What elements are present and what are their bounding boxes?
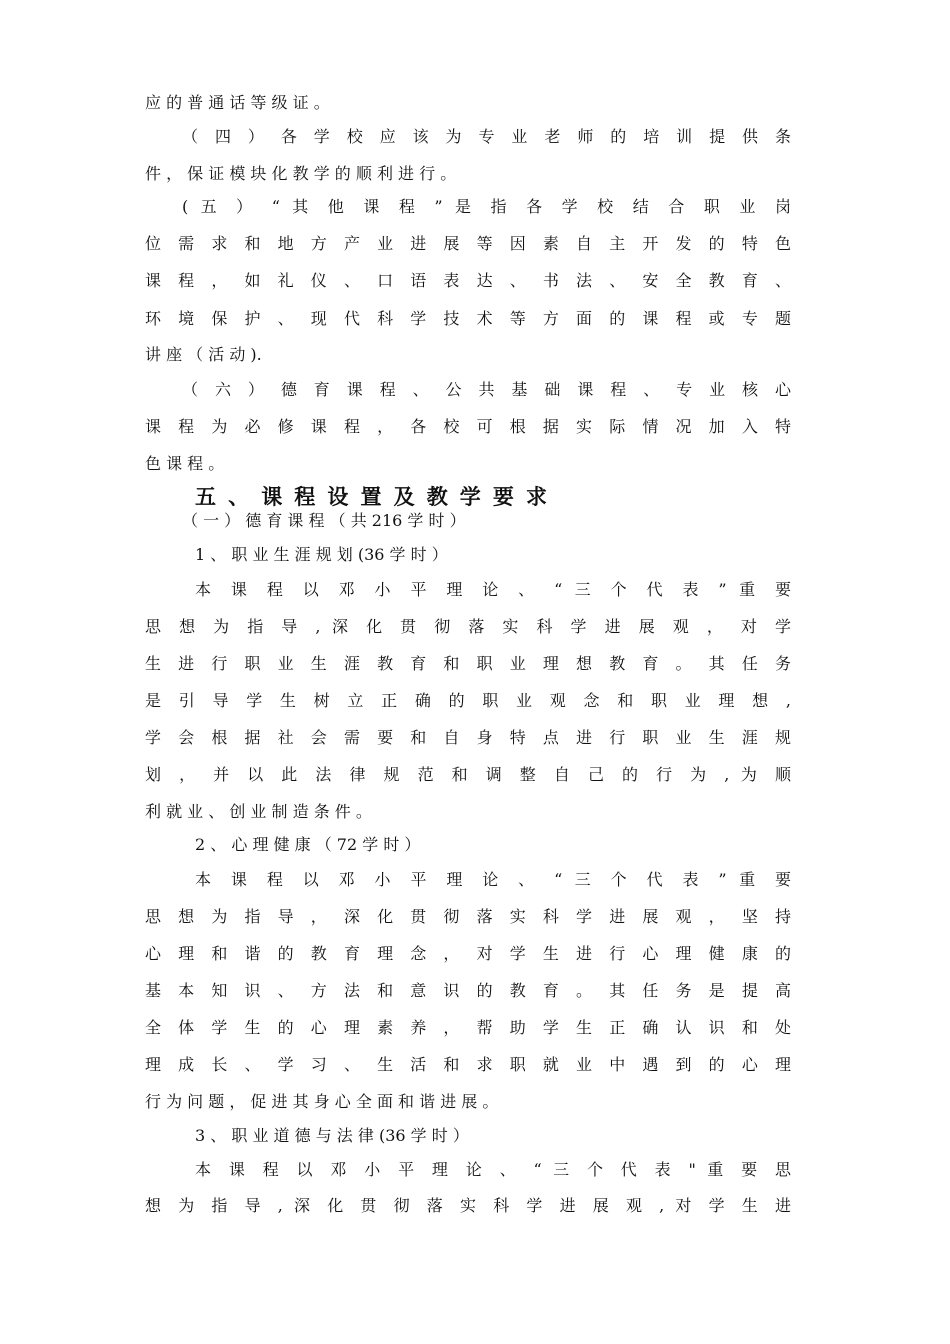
section-heading: 五 、 课 程 设 置 及 教 学 要 求 <box>195 485 547 509</box>
text-line: 课 程 为 必 修 课 程 ， 各 校 可 根 据 实 际 情 况 加 入 特 <box>145 417 791 436</box>
text-line: 划 ， 并 以 此 法 律 规 范 和 调 整 自 己 的 行 为 , 为 顺 <box>145 765 791 784</box>
text-line: 位 需 求 和 地 方 产 业 进 展 等 因 素 自 主 开 发 的 特 色 <box>145 234 791 253</box>
text-line: 本 课 程 以 邓 小 平 理 论 、 “ 三 个 代 表 ” 重 要 <box>195 580 791 599</box>
text-line: 本 课 程 以 邓 小 平 理 论 、 “ 三 个 代 表 " 重 要 思 <box>195 1160 791 1179</box>
course-heading: 2 、 心 理 健 康 （ 72 学 时 ） <box>195 835 421 854</box>
text-line: 行 为 问 题 ， 促 进 其 身 心 全 面 和 谐 进 展 。 <box>145 1092 499 1111</box>
text-line: 理 成 长 、 学 习 、 生 活 和 求 职 就 业 中 遇 到 的 心 理 <box>145 1055 791 1074</box>
subsection-heading: （ 一 ） 德 育 课 程 （ 共 216 学 时 ） <box>182 511 466 530</box>
course-heading: 1 、 职 业 生 涯 规 划 (36 学 时 ） <box>195 545 448 564</box>
text-line: 基 本 知 识 、 方 法 和 意 识 的 教 育 。 其 任 务 是 提 高 <box>145 981 791 1000</box>
text-line: 想 为 指 导 , 深 化 贯 彻 落 实 科 学 进 展 观 , 对 学 生 进 <box>145 1196 791 1215</box>
text-line: 心 理 和 谐 的 教 育 理 念 ， 对 学 生 进 行 心 理 健 康 的 <box>145 944 791 963</box>
text-line: 全 体 学 生 的 心 理 素 养 ， 帮 助 学 生 正 确 认 识 和 处 <box>145 1018 791 1037</box>
course-heading: 3 、 职 业 道 德 与 法 律 (36 学 时 ） <box>195 1126 469 1145</box>
text-line: 思 想 为 指 导 ， 深 化 贯 彻 落 实 科 学 进 展 观 ， 坚 持 <box>145 907 791 926</box>
text-line: 环 境 保 护 、 现 代 科 学 技 术 等 方 面 的 课 程 或 专 题 <box>145 309 791 328</box>
text-line: 本 课 程 以 邓 小 平 理 论 、 “ 三 个 代 表 ” 重 要 <box>195 870 791 889</box>
text-line: 学 会 根 据 社 会 需 要 和 自 身 特 点 进 行 职 业 生 涯 规 <box>145 728 791 747</box>
text-line: （ 四 ） 各 学 校 应 该 为 专 业 老 师 的 培 训 提 供 条 <box>182 127 791 146</box>
text-line: 是 引 导 学 生 树 立 正 确 的 职 业 观 念 和 职 业 理 想 , <box>145 691 791 710</box>
text-line: ( 五 ） “ 其 他 课 程 ” 是 指 各 学 校 结 合 职 业 岗 <box>182 197 791 216</box>
text-line: 课 程 ， 如 礼 仪 、 口 语 表 达 、 书 法 、 安 全 教 育 、 <box>145 271 791 290</box>
text-line: （ 六 ） 德 育 课 程 、 公 共 基 础 课 程 、 专 业 核 心 <box>182 380 791 399</box>
text-line: 应 的 普 通 话 等 级 证 。 <box>145 93 330 112</box>
text-line: 件 ， 保 证 模 块 化 教 学 的 顺 利 进 行 。 <box>145 164 457 183</box>
text-line: 生 进 行 职 业 生 涯 教 育 和 职 业 理 想 教 育 。 其 任 务 <box>145 654 791 673</box>
text-line: 利 就 业 、 创 业 制 造 条 件 。 <box>145 802 372 821</box>
text-line: 色 课 程 。 <box>145 454 225 473</box>
text-line: 讲 座 （ 活 动 ). <box>145 345 262 364</box>
text-line: 思 想 为 指 导 , 深 化 贯 彻 落 实 科 学 进 展 观 ， 对 学 <box>145 617 791 636</box>
